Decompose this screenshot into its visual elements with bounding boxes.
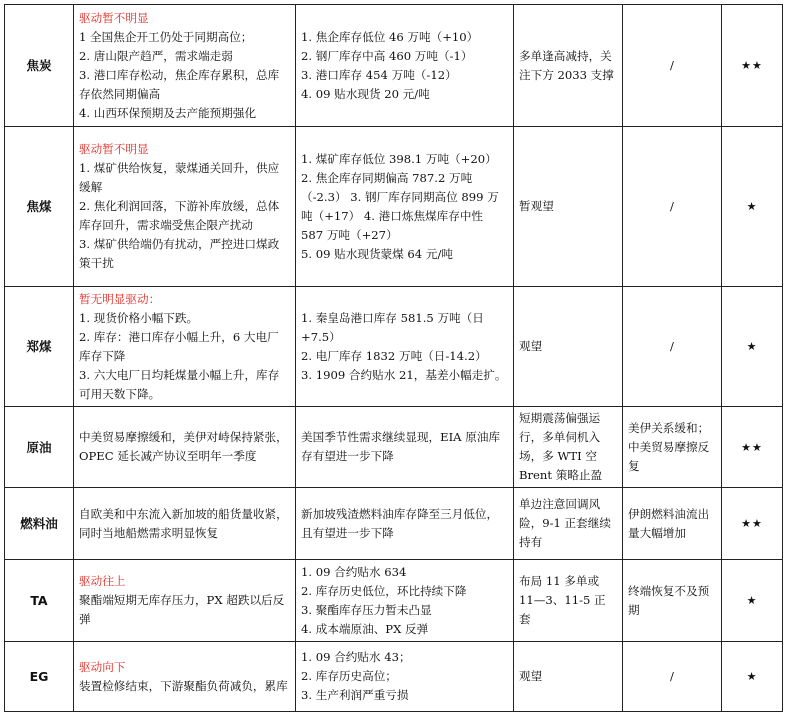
inventory-item: 3. 生产利润严重亏损 (301, 688, 409, 702)
inventory-cell (296, 488, 514, 560)
inventory-item: 2. 焦企库存同期偏高 787.2 万吨（-2.3） 3. 钢厂库存同期高位 899 万吨（+17） 4. 港口炼焦煤库存中性 587 万吨（+27） (301, 170, 499, 242)
strategy-cell: 布局 11 多单或 11—3、11-5 正套 (514, 560, 623, 642)
fundamental-item: 4. 山西环保预期及去产能预期强化 (79, 105, 257, 120)
rating-stars: ★★ (722, 407, 783, 488)
rating-stars: ★ (722, 560, 783, 642)
risk-cell: / (623, 127, 722, 287)
rating-stars: ★★ (722, 488, 783, 560)
inventory-cell (296, 5, 514, 127)
inventory-item: 美国季节性需求继续显现，EIA 原油库存有望进一步下降 (301, 430, 501, 463)
inventory-item: 3. 1909 合约贴水 21，基差小幅走扩。 (301, 367, 507, 382)
table-row (5, 560, 783, 642)
table-row (5, 642, 783, 712)
fundamentals-cell (74, 642, 296, 712)
fundamentals-cell (74, 560, 296, 642)
inventory-cell (296, 287, 514, 407)
commodity-table (4, 4, 783, 712)
inventory-cell (296, 560, 514, 642)
strategy-cell: 短期震荡偏强运行，多单伺机入场，多 WTI 空 Brent 策略止盈 (514, 407, 623, 488)
commodity-name: 焦煤 (5, 127, 74, 287)
driver-label: 驱动向下 (79, 659, 126, 674)
inventory-item: 2. 电厂库存 1832 万吨（日-14.2） (301, 348, 487, 363)
rating-stars: ★★ (722, 5, 783, 127)
fundamental-item: 装置检修结束，下游聚酯负荷减负，累库 (79, 678, 288, 693)
fundamentals-cell (74, 407, 296, 488)
commodity-name: TA (5, 560, 74, 642)
strategy-cell: 观望 (514, 287, 623, 407)
fundamental-item: 中美贸易摩擦缓和，美伊对峙保持紧张，OPEC 延长减产协议至明年一季度 (79, 430, 288, 463)
risk-cell: 终端恢复不及预期 (623, 560, 722, 642)
inventory-item: 3. 港口库存 454 万吨（-12） (301, 67, 457, 82)
fundamentals-cell (74, 5, 296, 127)
risk-cell: / (623, 642, 722, 712)
rating-stars: ★ (722, 287, 783, 407)
inventory-item: 3. 聚酯库存压力暂未凸显 (301, 602, 432, 617)
inventory-item: 4. 成本端原油、PX 反弹 (301, 621, 429, 636)
risk-cell: 伊朗燃料油流出量大幅增加 (623, 488, 722, 560)
commodity-name: 郑煤 (5, 287, 74, 407)
inventory-item: 2. 库存历史低位，环比持续下降 (301, 583, 467, 598)
fundamentals-cell (74, 287, 296, 407)
table-row (5, 407, 783, 488)
inventory-item: 1. 09 合约贴水 634 (301, 564, 407, 579)
commodity-name: 焦炭 (5, 5, 74, 127)
table-row (5, 287, 783, 407)
strategy-cell: 单边注意回调风险，9-1 正套继续持有 (514, 488, 623, 560)
fundamental-item: 2. 唐山限产趋严，需求端走弱 (79, 48, 233, 63)
strategy-cell: 多单逢高减持，关注下方 2033 支撑 (514, 5, 623, 127)
fundamental-item: 2. 库存：港口库存小幅上升，6 大电厂库存下降 (79, 329, 279, 363)
fundamental-item: 1. 煤矿供给恢复，蒙煤通关回升，供应缓解 (79, 161, 280, 194)
strategy-cell: 暂观望 (514, 127, 623, 287)
fundamental-item: 自欧美和中东流入新加坡的船货量收紧，同时当地船燃需求明显恢复 (79, 506, 288, 540)
commodity-name: EG (5, 642, 74, 712)
commodity-table-body (5, 5, 783, 712)
fundamental-item: 1 全国焦企开工仍处于同期高位； (79, 29, 253, 44)
table-row (5, 127, 783, 287)
risk-cell: / (623, 5, 722, 127)
rating-stars: ★ (722, 642, 783, 712)
driver-label: 驱动往上 (79, 574, 126, 588)
inventory-item: 1. 煤矿库存低位 398.1 万吨（+20） (301, 151, 497, 166)
driver-label: 驱动暂不明显 (79, 10, 149, 25)
fundamentals-cell (74, 127, 296, 287)
inventory-cell (296, 407, 514, 488)
inventory-item: 2. 库存历史高位； (301, 669, 397, 683)
inventory-item: 1. 焦企库存低位 46 万吨（+10） (301, 29, 479, 44)
risk-cell: / (623, 287, 722, 407)
driver-label: 暂无明显驱动： (79, 291, 161, 306)
risk-cell: 美伊关系缓和；中美贸易摩擦反复 (623, 407, 722, 488)
table-row (5, 5, 783, 127)
inventory-item: 1. 秦皇岛港口库存 581.5 万吨（日+7.5） (301, 310, 484, 344)
fundamental-item: 1. 现货价格小幅下跌。 (79, 310, 199, 325)
fundamentals-cell (74, 488, 296, 560)
fundamental-item: 3. 煤矿供给端仍有扰动，严控进口煤政策干扰 (79, 237, 280, 270)
inventory-item: 新加坡残渣燃料油库存降至三月低位，且有望进一步下降 (301, 506, 499, 540)
fundamental-item: 3. 港口库存松动，焦企库存累积，总库存依然同期偏高 (79, 67, 280, 101)
rating-stars: ★ (722, 127, 783, 287)
fundamental-item: 3. 六大电厂日均耗煤量小幅上升，库存可用天数下降。 (79, 367, 280, 401)
inventory-cell (296, 127, 514, 287)
fundamental-item: 聚酯端短期无库存压力，PX 超跌以后反弹 (79, 593, 285, 626)
inventory-item: 1. 09 合约贴水 43； (301, 650, 411, 664)
driver-label: 驱动暂不明显 (79, 142, 149, 156)
commodity-name: 原油 (5, 407, 74, 488)
inventory-cell (296, 642, 514, 712)
inventory-item: 4. 09 贴水现货 20 元/吨 (301, 86, 430, 101)
inventory-item: 2. 钢厂库存中高 460 万吨（-1） (301, 48, 473, 63)
inventory-item: 5. 09 贴水现货蒙煤 64 元/吨 (301, 246, 453, 261)
commodity-name: 燃料油 (5, 488, 74, 560)
strategy-cell: 观望 (514, 642, 623, 712)
fundamental-item: 2. 焦化利润回落，下游补库放缓，总体库存回升，需求端受焦企限产扰动 (79, 199, 280, 232)
table-row (5, 488, 783, 560)
